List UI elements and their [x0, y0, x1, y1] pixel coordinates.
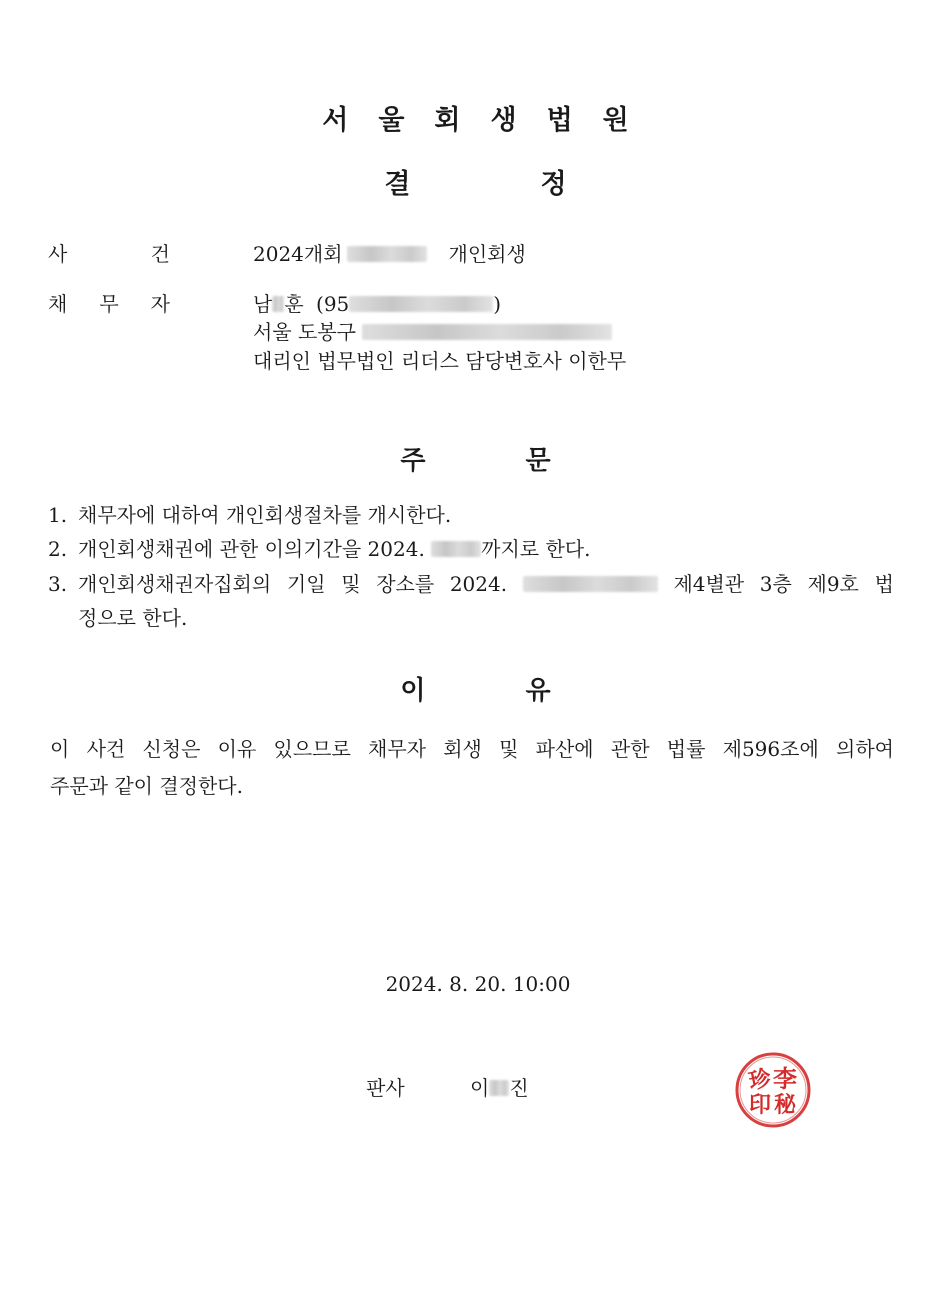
debtor-agent: 대리인 법무법인 리더스 담당변호사 이한무 [253, 349, 627, 373]
decision-datetime: 2024. 8. 20. 10:00 [385, 972, 571, 996]
case-number-prefix: 2024개회 [253, 242, 343, 266]
case-label-char: 사 [48, 242, 68, 266]
document-title: 결정 [384, 169, 697, 200]
order-item-text-before: 개인회생채권에 관한 이의기간을 2024. [78, 537, 425, 561]
redacted-meeting-datetime [523, 576, 658, 592]
svg-text:李: 李 [773, 1064, 797, 1093]
order-word: 3층 [759, 572, 792, 596]
debtor-label [48, 288, 178, 317]
reason-word: 이 [50, 737, 70, 761]
order-word: 개인회생채권자집회의 [78, 572, 272, 596]
order-item-text: 채무자에 대하여 개인회생절차를 개시한다. [78, 503, 452, 527]
order-item-number: 1. [48, 503, 68, 527]
reason-text-line [50, 733, 894, 762]
reason-word: 제596조에 [722, 737, 819, 761]
debtor-label-char: 자 [150, 292, 170, 316]
redacted-judge-name [489, 1080, 509, 1096]
reason-word: 법률 [666, 737, 706, 761]
judge-name [470, 1072, 529, 1101]
svg-text:印: 印 [748, 1092, 772, 1118]
order-word: 및 [341, 572, 361, 596]
order-word: 제9호 [807, 572, 859, 596]
case-number [253, 238, 526, 267]
case-label [48, 238, 178, 267]
judge-label: 판사 [366, 1076, 405, 1100]
redacted-debtor-address [362, 324, 612, 340]
reason-word: 파산에 [535, 737, 594, 761]
judge-name-suffix: 진 [509, 1076, 529, 1100]
debtor-name-suffix: 훈 [284, 292, 304, 316]
reason-word: 회생 [443, 737, 482, 761]
redacted-debtor-name [272, 296, 284, 312]
reason-text-line: 주문과 같이 결정한다. [50, 774, 243, 798]
redacted-case-number [347, 246, 427, 262]
order-item-text [78, 532, 894, 566]
svg-text:珍: 珍 [746, 1064, 774, 1096]
order-word: 법 [874, 572, 894, 596]
redacted-objection-date [431, 541, 481, 557]
order-word: 기일 [286, 572, 326, 596]
debtor-label-char: 무 [99, 292, 119, 316]
reason-word: 의하여 [836, 737, 894, 761]
debtor-id-suffix: ) [493, 292, 502, 316]
case-type: 개인회생 [448, 242, 526, 266]
order-word: 제4별관 [673, 572, 745, 596]
order-item-number: 2. [48, 537, 68, 561]
redacted-debtor-id [349, 296, 493, 312]
debtor-name-prefix: 남 [253, 292, 273, 316]
reason-word: 이유 [217, 737, 257, 761]
reason-word: 있으므로 [273, 737, 351, 761]
reason-word: 관한 [610, 737, 650, 761]
judge-name-prefix: 이 [470, 1076, 490, 1100]
reason-word: 사건 [86, 737, 126, 761]
case-label-char: 건 [150, 242, 170, 266]
reason-word: 신청은 [142, 737, 201, 761]
reason-word: 채무자 [368, 737, 426, 761]
order-item-text: 정으로 한다. [78, 606, 188, 630]
debtor-id-prefix: (95 [316, 292, 350, 316]
reason-word: 및 [499, 737, 519, 761]
order-heading: 주문 [400, 446, 651, 476]
svg-text:秘: 秘 [773, 1092, 797, 1118]
debtor-label-char: 채 [48, 292, 68, 316]
reason-heading: 이유 [400, 676, 651, 706]
order-item-text-after: 까지로 한다. [481, 537, 591, 561]
debtor-name-line [253, 288, 501, 317]
order-item-number: 3. [48, 572, 68, 596]
court-name: 서울회생법원 [322, 105, 659, 136]
order-word: 장소를 [376, 572, 435, 596]
order-word: 2024. [449, 572, 508, 596]
debtor-address [253, 316, 612, 345]
order-item-text [78, 567, 894, 601]
debtor-address-prefix: 서울 도봉구 [253, 320, 356, 344]
judge-seal-stamp [733, 1050, 813, 1130]
